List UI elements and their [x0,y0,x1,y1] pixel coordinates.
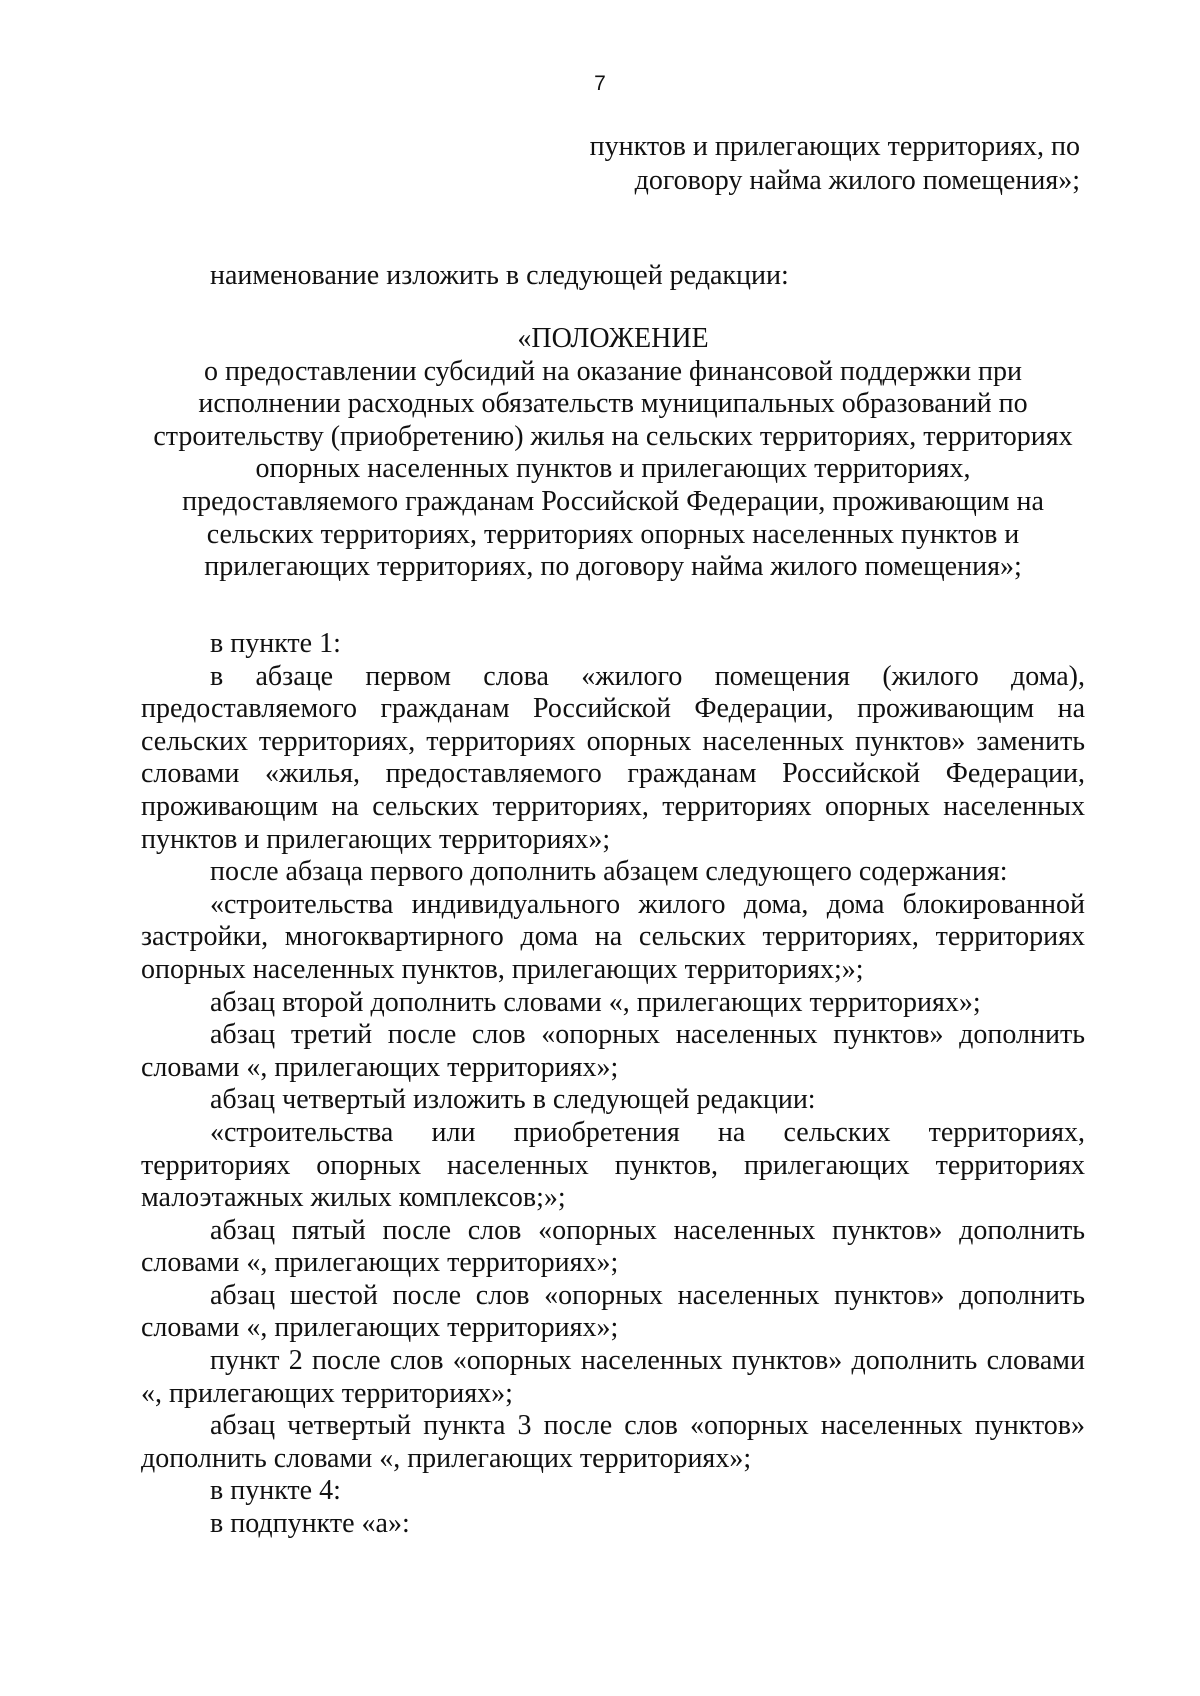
fragment-line: пунктов и прилегающих территориях, по [589,131,1080,162]
intro-line: наименование изложить в следующей редакции: [210,260,789,291]
amendments-body [141,628,1085,1541]
paragraph: в пункте 4: [210,1475,341,1507]
title-line: опорных населенных пунктов и прилегающих территориях, [255,453,971,485]
title-line: исполнении расходных обязательств муниципальных образований по [198,388,1028,420]
paragraph: абзац третий после слов «опорных населенных пунктов» дополнить словами «, прилегающих территориях»; [141,1019,1085,1083]
paragraph: «строительства индивидуального жилого дома, дома блокированной застройки, многоквартирного дома на сельских территориях, территориях опорных населенных пунктов, прилегающих территориях;»; [141,888,1085,985]
title-line: о предоставлении субсидий на оказание финансовой поддержки при [203,355,1023,387]
title-line: прилегающих территориях, по договору найма жилого помещения»; [204,551,1022,583]
paragraph: абзац шестой после слов «опорных населенных пунктов» дополнить словами «, прилегающих территориях»; [141,1279,1085,1344]
fragment-line: договору найма жилого помещения»; [634,165,1080,196]
paragraph: в пункте 1: [210,628,341,659]
page-number: 7 [594,72,606,95]
paragraph: в подпункте «а»: [210,1508,410,1540]
continuation-fragment [590,130,1080,198]
document-title [141,323,1085,584]
paragraph: абзац четвертый изложить в следующей редакции: [210,1084,816,1116]
paragraph: абзац второй дополнить словами «, прилегающих территориях»; [210,986,981,1018]
title-line: сельских территориях, территориях опорных населенных пунктов и [206,518,1020,550]
title-heading: «ПОЛОЖЕНИЕ [517,323,709,354]
paragraph: абзац пятый после слов «опорных населенных пунктов» дополнить словами «, прилегающих территориях»; [141,1214,1085,1279]
paragraph: в абзаце первом слова «жилого помещения (жилого дома), предоставляемого гражданам Российской Федерации, проживающим на сельских территориях, территориях опорных населенных пунктов» заменить словами «жилья, предоставляемого гражданам Российской Федерации, проживающим на сельских территориях, территориях опорных населенных пунктов и прилегающих территориях»; [141,660,1085,855]
title-line: предоставляемого гражданам Российской Федерации, проживающим на [182,485,1044,517]
paragraph: после абзаца первого дополнить абзацем следующего содержания: [210,856,1008,888]
paragraph: пункт 2 после слов «опорных населенных пунктов» дополнить словами «, прилегающих территориях»; [141,1345,1085,1409]
paragraph: «строительства или приобретения на сельских территориях, территориях опорных населенных пунктов, прилегающих территориях малоэтажных жилых комплексов;»; [141,1116,1085,1214]
title-line: строительству (приобретению) жилья на сельских территориях, территориях [153,420,1073,452]
paragraph: абзац четвертый пункта 3 после слов «опорных населенных пунктов» дополнить словами «, прилегающих территориях»; [141,1410,1085,1474]
